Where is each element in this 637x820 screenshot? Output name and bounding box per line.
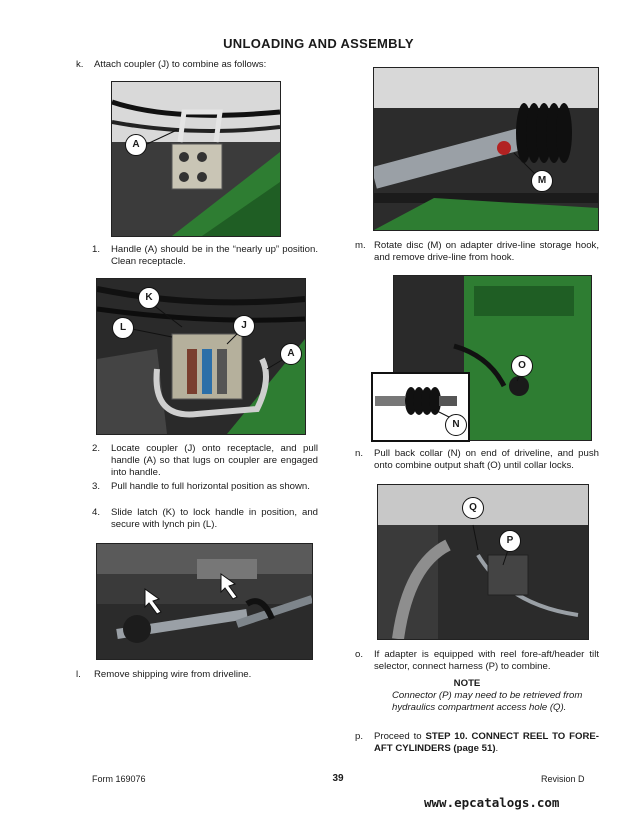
page-title: UNLOADING AND ASSEMBLY [223,36,414,51]
step-m [355,240,599,264]
callout-l: L [112,317,134,339]
footer-revision: Revision D [541,774,585,784]
callout-a: A [280,343,302,365]
substep-2: 2. Locate coupler (J) onto receptacle, and pull handle (A) so that lugs on coupler are engaged into handle. [92,443,318,478]
callout-m: M [531,170,553,192]
step-n: n. Pull back collar (N) on end of driveline, and push onto combine output shaft (O) until collar locks. [355,448,599,471]
photo-harness-connector [377,484,589,640]
photo-coupler-receptacle [111,81,281,237]
callout-k: K [138,287,160,309]
page-number: 39 [332,773,344,784]
substep-1: 1. Handle (A) should be in the “nearly up” position. Clean receptacle. [92,244,318,267]
step-k [76,59,336,71]
step-p: p. Proceed to STEP 10. CONNECT REEL TO FORE-AFT CYLINDERS (page 51). [355,731,599,754]
photo-driveline-shipping-wire [96,543,313,660]
note-text: Connector (P) may need to be retrieved from hydraulics compartment access hole (Q). [392,690,583,713]
inset-collar [371,372,470,442]
photo-driveline-storage-hook [373,67,599,231]
step-p-link-text: STEP 10. CONNECT REEL TO FORE-AFT CYLINDERS (page 51) [374,731,599,754]
substep-3: 3. Pull handle to full horizontal position as shown. [92,481,310,492]
callout-o: O [511,355,533,377]
step-k-label: k. [76,59,84,70]
step-m-label: m. [355,240,366,251]
photo-coupler-handle [96,278,306,435]
callout-p: P [499,530,521,552]
step-l: l. Remove shipping wire from driveline. [76,669,252,680]
step-m-text: Rotate disc (M) on adapter drive-line storage hook, and remove drive-line from hook. [374,240,599,263]
step-o: o. If adapter is equipped with reel fore-aft/header tilt selector, connect harness (P) to combine. [355,649,599,672]
substep-4: 4. Slide latch (K) to lock handle in position, and secure with lynch pin (L). [92,507,318,530]
callout-n: N [445,414,467,436]
note-heading: NOTE [453,678,481,689]
footer-form-number: Form 169076 [92,774,146,784]
watermark: www.epcatalogs.com [424,795,560,810]
callout-a: A [125,134,147,156]
callout-q: Q [462,497,484,519]
step-k-text: Attach coupler (J) to combine as follows: [94,59,267,70]
callout-j: J [233,315,255,337]
